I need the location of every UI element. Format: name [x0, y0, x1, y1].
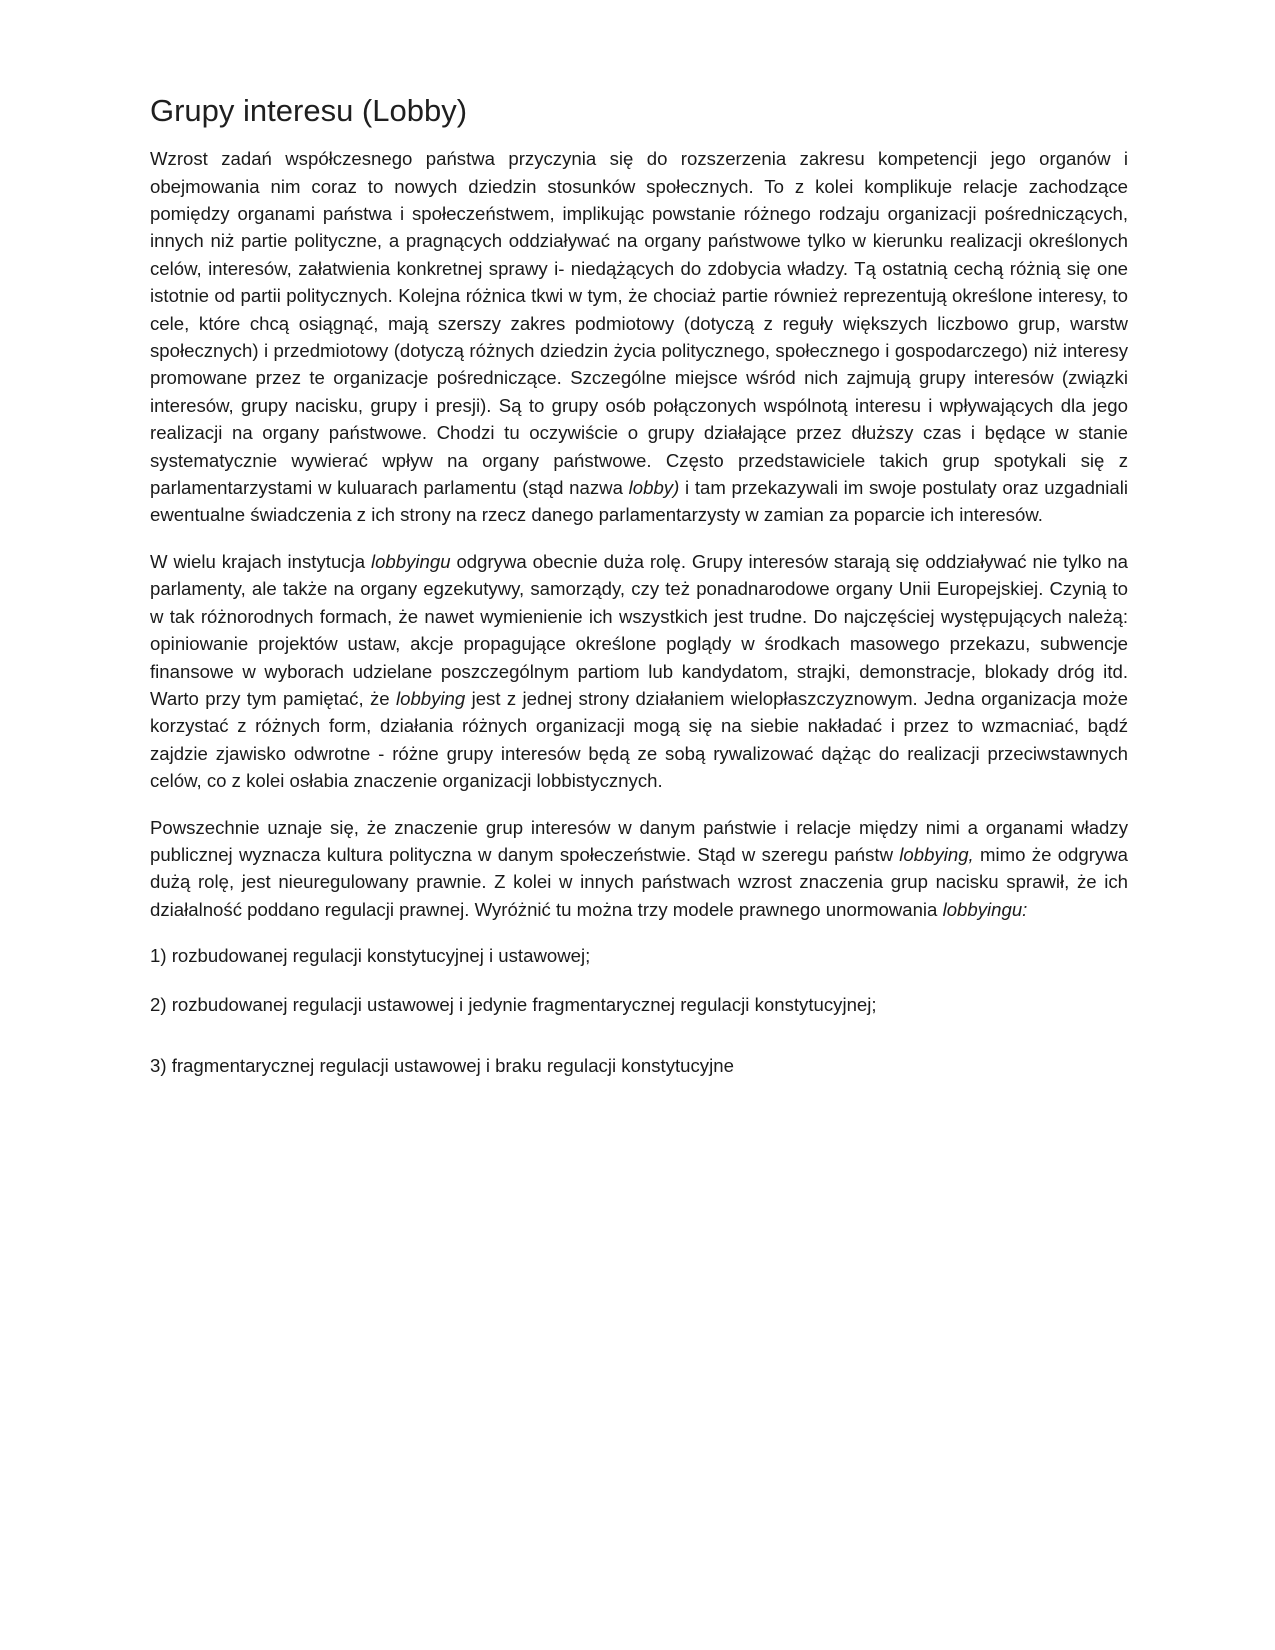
paragraph-1-text-b: i tam przekazywali im swoje postulaty oraz uzgadniali ewentualne świadczenia z ich strony na rzecz danego parlamentarzysty w zamian za poparcie ich interesów. — [150, 477, 1128, 526]
paragraph-2-text-c: jest z jednej strony działaniem wielopłaszczyznowym. Jedna organizacja może korzystać z różnych form, działania różnych organizacji mogą się na siebie nakładać i przez to wzmacniać, bądź zajdzie zjawisko odwrotne - różne grupy interesów będą ze sobą rywalizować dążąc do realizacji przeciwstawnych celów, co z kolei osłabia znaczenie organizacji lobbistycznych. — [150, 687, 1128, 792]
paragraph-3-text-b: mimo że odgrywa dużą rolę, jest nieuregulowany prawnie. Z kolei w innych państwach wzrost znaczenia grup nacisku sprawił, że ich działalność poddano regulacji prawnej. Wyróżnić tu można trzy modele prawnego unormowania — [150, 843, 1128, 920]
list-item: 3) fragmentarycznej regulacji ustawowej i braku regulacji konstytucyjne — [150, 1054, 734, 1076]
paragraph-3-text-a: Powszechnie uznaje się, że znaczenie grup interesów w danym państwie i relacje między nimi a organami władzy publicznej wyznacza kultura polityczna w danym społeczeństwie. Stąd w szeregu państw — [150, 816, 1128, 865]
paragraph-3 — [150, 814, 1128, 924]
document-page — [150, 92, 1128, 1079]
paragraph-2-emphasis-b: lobbying — [395, 687, 466, 709]
paragraph-2-emphasis-a: lobbyingu — [370, 550, 451, 572]
model-list — [150, 942, 1128, 1079]
list-item: 2) rozbudowanej regulacji ustawowej i jedynie fragmentarycznej regulacji konstytucyjnej; — [150, 993, 877, 1015]
paragraph-2 — [150, 548, 1128, 795]
paragraph-1-text-a: Wzrost zadań współczesnego państwa przyczynia się do rozszerzenia zakresu kompetencji jego organów i obejmowania nim coraz to nowych dziedzin stosunków społecznych. To z kolei komplikuje relacje zachodzące pomiędzy organami państwa i społeczeństwem, implikując powstanie różnego rodzaju organizacji pośredniczących, innych niż partie polityczne, a pragnących oddziaływać na organy państwowe tylko w kierunku realizacji określonych celów, interesów, załatwienia konkretnej sprawy i- niedążących do zdobycia władzy. Tą ostatnią cechą różnią się one istotnie od partii politycznych. Kolejna różnica tkwi w tym, że chociaż partie również reprezentują określone interesy, to cele, które chcą osiągnąć, mają szerszy zakres podmiotowy (dotyczą z reguły większych liczbowo grup, warstw społecznych) i przedmiotowy (dotyczą różnych dziedzin życia politycznego, społecznego i gospodarczego) niż interesy promowane przez te organizacje pośredniczące. Szczególne miejsce wśród nich zajmują grupy interesów (związki interesów, grupy nacisku, grupy i presji). Są to grupy osób połączonych wspólnotą interesu i wpływających dla jego realizacji na organy państwowe. Chodzi tu oczywiście o grupy działające przez dłuższy czas i będące w stanie systematycznie wywierać wpływ na organy państwowe. Często przedstawiciele takich grup spotykali się z parlamentarzystami w kuluarach parlamentu (stąd nazwa — [150, 148, 1128, 499]
paragraph-3-emphasis-b: lobbyingu: — [942, 898, 1028, 920]
paragraph-1-emphasis: lobby) — [628, 477, 680, 499]
paragraph-1 — [150, 145, 1128, 529]
list-item: 1) rozbudowanej regulacji konstytucyjnej i ustawowej; — [150, 945, 591, 967]
paragraph-2-text-b: odgrywa obecnie duża rolę. Grupy interesów starają się oddziaływać nie tylko na parlamenty, ale także na organy egzekutywy, samorządy, czy też ponadnarodowe organy Unii Europejskiej. Czynią to w tak różnorodnych formach, że nawet wymienienie ich wszystkich jest trudne. Do najczęściej występujących należą: opiniowanie projektów ustaw, akcje propagujące określone poglądy w środkach masowego przekazu, subwencje finansowe w wyborach udzielane poszczególnym partiom lub kandydatom, strajki, demonstracje, blokady dróg itd. Warto przy tym pamiętać, że — [150, 550, 1128, 709]
paragraph-3-emphasis-a: lobbying, — [899, 843, 974, 865]
paragraph-2-text-a: W wielu krajach instytucja — [150, 550, 371, 572]
document-title: Grupy interesu (Lobby) — [150, 93, 468, 128]
